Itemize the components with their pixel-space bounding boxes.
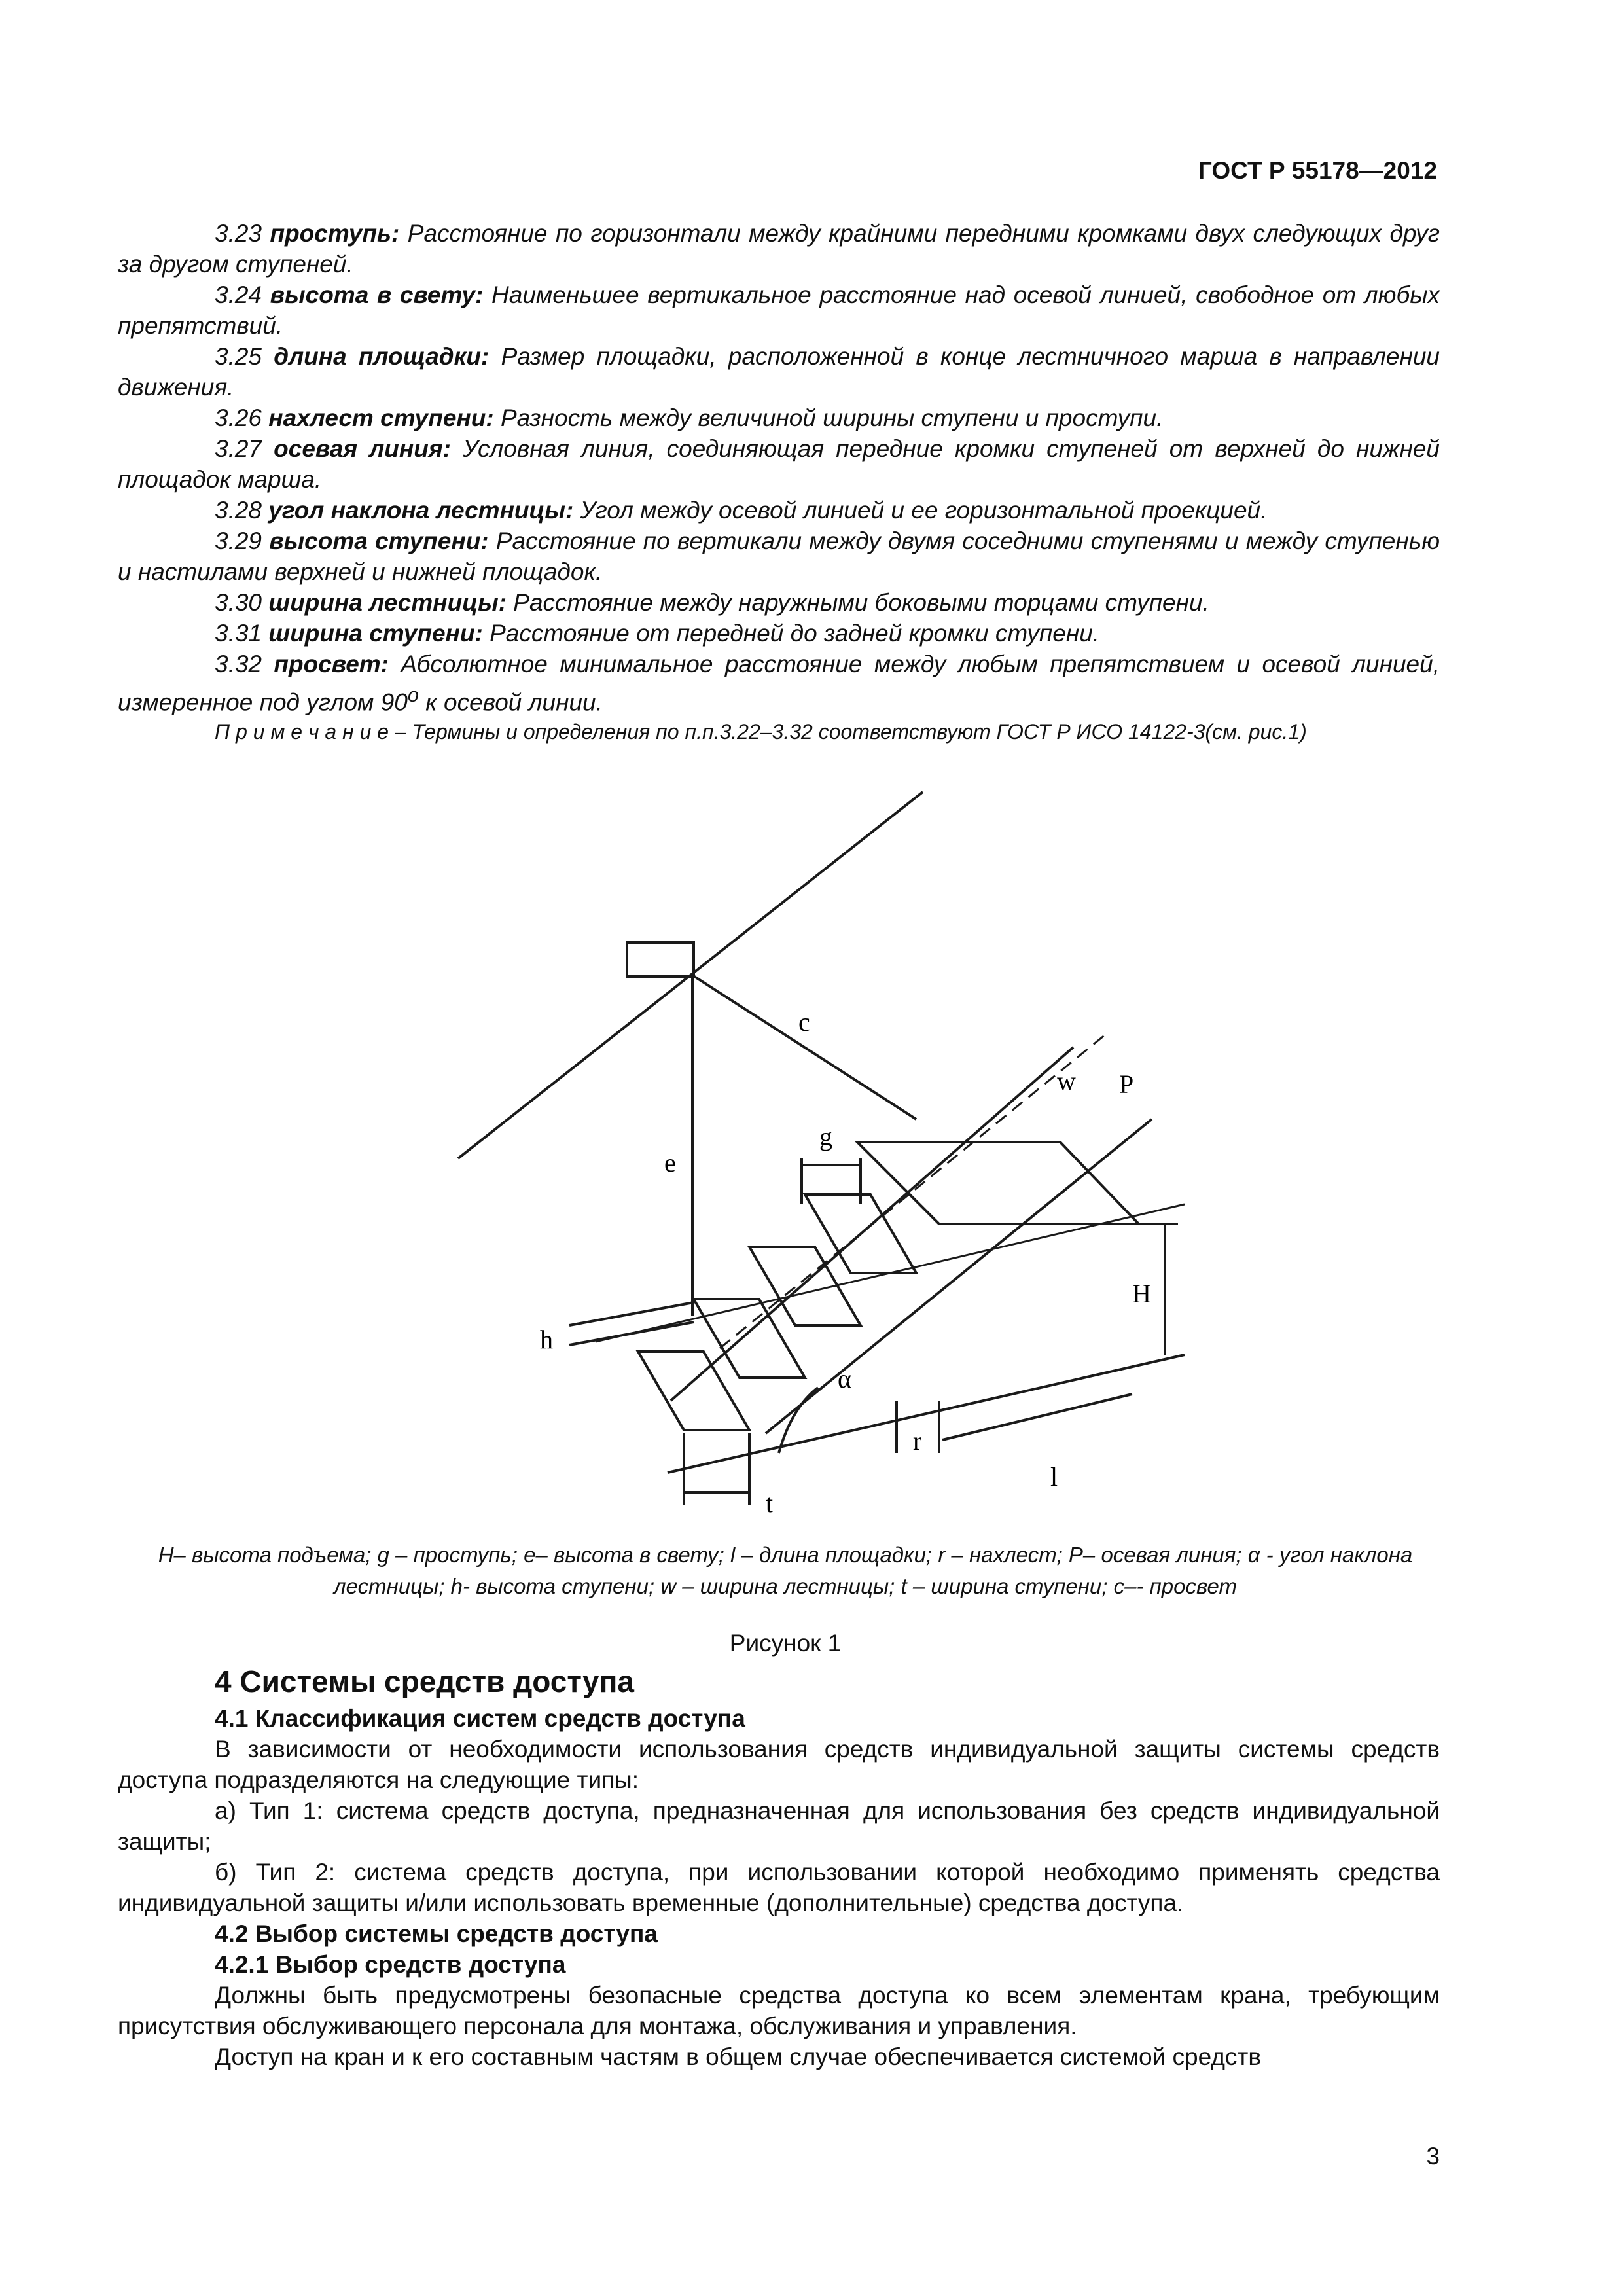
paragraph: б) Тип 2: система средств доступа, при использовании которой необходимо применять средства индивидуальной защиты и/или использовать временные (дополнительные) средства доступа. <box>118 1859 1440 1916</box>
term-name: высота в свету: <box>270 281 484 308</box>
paragraph: Должны быть предусмотрены безопасные средства доступа ко всем элементам крана, требующим присутствия обслуживающего персонала для монтажа, обслуживания и управления. <box>118 1982 1440 2039</box>
section-heading: 4 Системы средств доступа <box>215 1664 634 1698</box>
term-3-24: 3.24 высота в свету: Наименьшее вертикальное расстояние над осевой линией, свободное от любых препятствий. <box>118 281 1440 339</box>
axis-line <box>720 1034 1106 1348</box>
label-t: t <box>766 1488 774 1518</box>
figure-title: Рисунок 1 <box>729 1630 842 1657</box>
term-3-25: 3.25 длина площадки: Размер площадки, расположенной в конце лестничного марша в направлении движения. <box>118 343 1440 401</box>
paragraph: а) Тип 1: система средств доступа, предназначенная для использования без средств индивидуальной защиты; <box>118 1797 1440 1855</box>
section-4 <box>118 1662 1440 2072</box>
subsection-heading: 4.1 Классификация систем средств доступа <box>215 1705 745 1732</box>
page-number: 3 <box>1426 2143 1440 2170</box>
figure-caption: H– высота подъема; g – проступь; e– высота в свету; l – длина площадки; r – нахлест; P– осевая линия; α - угол наклона лестницы; h- высота ступени; w – ширина лестницы; t – ширина ступени; c–- просвет <box>158 1543 1413 1598</box>
floor-line <box>668 1355 1185 1473</box>
label-alpha: α <box>838 1364 851 1393</box>
term-name: длина площадки: <box>274 343 490 370</box>
step-4 <box>638 1352 749 1430</box>
label-c: c <box>798 1007 810 1037</box>
term-3-26: 3.26 нахлест ступени: Разность между величиной ширины ступени и проступи. <box>215 404 1164 431</box>
term-name: осевая линия: <box>274 435 451 462</box>
term-name: нахлест ступени: <box>268 404 494 431</box>
subsection-heading: 4.2 Выбор системы средств доступа <box>215 1920 658 1947</box>
term-3-28: 3.28 угол наклона лестницы: Угол между осевой линией и ее горизонтальной проекцией. <box>215 497 1268 524</box>
c-dimension-line <box>692 975 916 1119</box>
label-w: w <box>1057 1066 1076 1096</box>
subsection-heading: 4.2.1 Выбор средств доступа <box>215 1951 566 1978</box>
term-3-30: 3.30 ширина лестницы: Расстояние между наружными боковыми торцами ступени. <box>215 589 1209 616</box>
h-dim-1 <box>569 1302 694 1325</box>
term-name: высота ступени: <box>269 528 489 554</box>
paragraph: В зависимости от необходимости использования средств индивидуальной защиты системы средств доступа подразделяются на следующие типы: <box>118 1736 1440 1793</box>
label-l: l <box>1050 1462 1058 1492</box>
term-name: угол наклона лестницы: <box>268 497 574 524</box>
l-dim <box>942 1394 1132 1440</box>
term-3-29: 3.29 высота ступени: Расстояние по вертикали между двумя соседними ступенями и между ступенью и настилами верхней и нижней площадок. <box>118 528 1440 585</box>
term-name: просвет: <box>274 651 389 677</box>
obstacle-box <box>627 942 694 977</box>
term-name: ширина ступени: <box>268 620 483 647</box>
document-code: ГОСТ Р 55178—2012 <box>1198 157 1437 184</box>
term-3-27: 3.27 осевая линия: Условная линия, соединяющая передние кромки ступеней от верхней до нижней площадок марша. <box>118 435 1440 493</box>
step-2 <box>749 1247 861 1325</box>
term-3-32: 3.32 просвет: Абсолютное минимальное расстояние между любым препятствием и осевой линией, измеренное под углом $90^о$ к осевой линии. <box>118 651 1440 716</box>
term-name: ширина лестницы: <box>268 589 507 616</box>
lower-floor <box>596 1204 1185 1342</box>
term-3-23: 3.23 проступь: Расстояние по горизонтали между крайними передними кромками двух следующих друг за другом ступеней. <box>118 220 1440 278</box>
terms-list <box>118 218 1440 746</box>
paragraph: Доступ на кран и к его составным частям в общем случае обеспечивается системой средств <box>215 2043 1262 2070</box>
label-g: g <box>819 1122 832 1151</box>
term-3-31: 3.31 ширина ступени: Расстояние от передней до задней кромки ступени. <box>215 620 1100 647</box>
landing <box>857 1142 1139 1224</box>
label-H: H <box>1132 1279 1151 1308</box>
note: П р и м е ч а н и е – Термины и определения по п.п.3.22–3.32 соответствуют ГОСТ Р ИСО 14122-3(см. рис.1) <box>215 720 1307 744</box>
stair-diagram <box>412 779 1198 1518</box>
label-h: h <box>540 1325 553 1354</box>
term-name: проступь: <box>270 220 400 247</box>
label-P: P <box>1119 1069 1134 1099</box>
label-r: r <box>913 1426 922 1456</box>
label-e: e <box>664 1148 676 1177</box>
h-dim-2 <box>569 1322 694 1345</box>
